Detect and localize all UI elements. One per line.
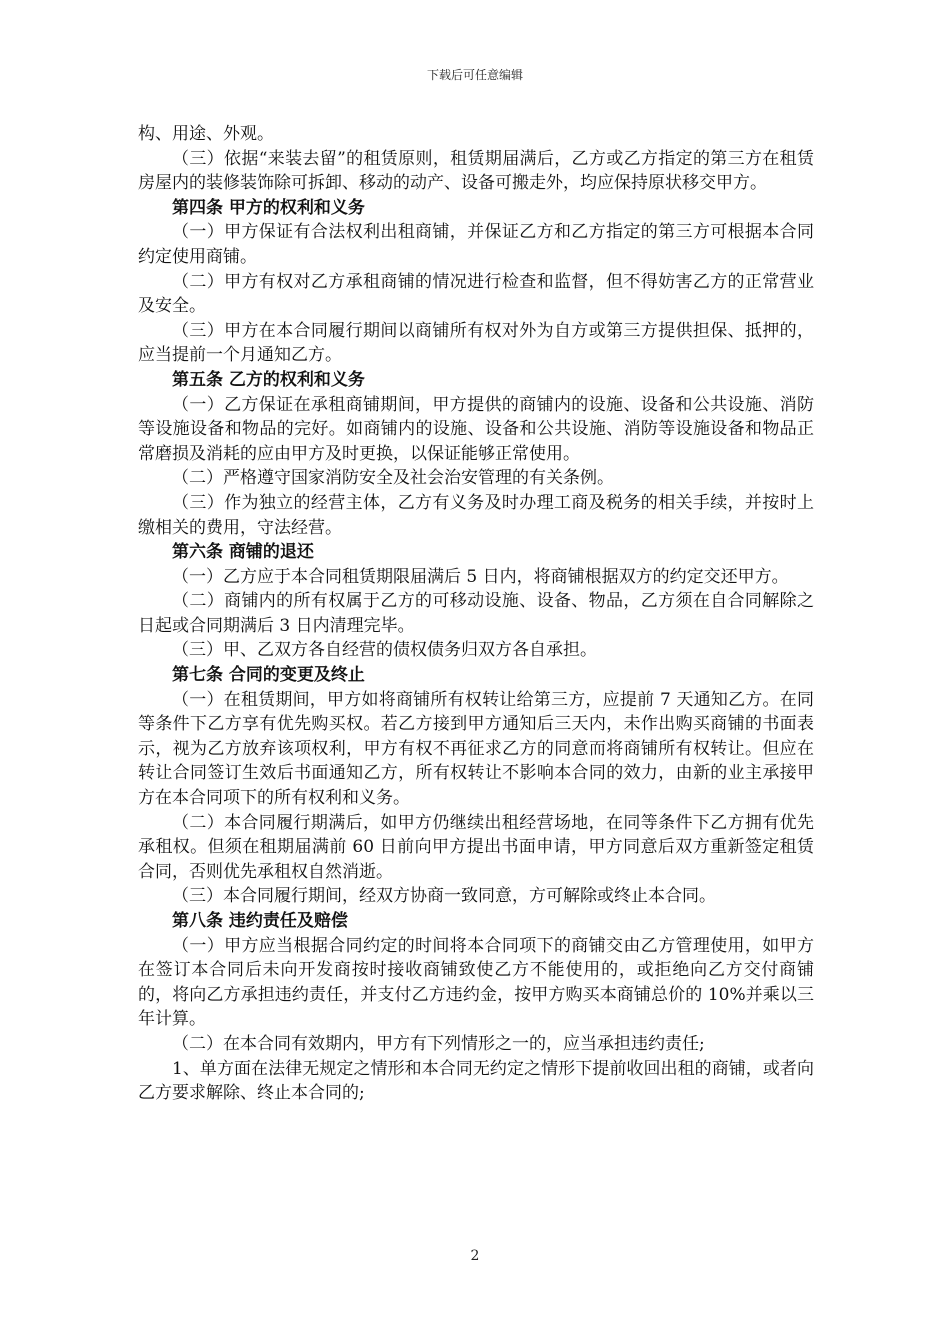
paragraph: （一）乙方应于本合同租赁期限届满后 5 日内，将商铺根据双方的约定交还甲方。 [172,566,789,587]
paragraph: （二）本合同履行期满后，如甲方仍继续出租经营场地，在同等条件下乙方拥有优先承租权。但须在租期届满前 60 日前向甲方提出书面申请，甲方同意后双方重新签定租赁合同，否则优先承租权自然消逝。 [138,812,814,882]
section-heading: 第七条 合同的变更及终止 [172,665,365,686]
paragraph: （二）在本合同有效期内，甲方有下列情形之一的，应当承担违约责任; [172,1033,705,1054]
page-header: 下载后可任意编辑 [426,68,523,82]
paragraph: （三）甲方在本合同履行期间以商铺所有权对外为自方或第三方提供担保、抵押的，应当提前一个月通知乙方。 [138,320,814,366]
section-heading: 第四条 甲方的权利和义务 [172,197,365,218]
paragraph: （三）本合同履行期间，经双方协商一致同意，方可解除或终止本合同。 [172,886,716,907]
paragraph: （一）乙方保证在承租商铺期间，甲方提供的商铺内的设施、设备和公共设施、消防等设施设备和物品的完好。如商铺内的设施、设备和公共设施、消防等设施设备和物品正常磨损及消耗的应由甲方及时更换，以保证能够正常使用。 [138,394,814,464]
paragraph: （三）作为独立的经营主体，乙方有义务及时办理工商及税务的相关手续，并按时上缴相关的费用，守法经营。 [138,492,814,538]
paragraph: 1、单方面在法律无规定之情形和本合同无约定之情形下提前收回出租的商铺，或者向乙方要求解除、终止本合同的; [138,1058,814,1104]
paragraph: （一）甲方应当根据合同约定的时间将本合同项下的商铺交由乙方管理使用，如甲方在签订本合同后未向开发商按时接收商铺致使乙方不能使用的，或拒绝向乙方交付商铺的，将向乙方承担违约责任，并支付乙方违约金，按甲方购买本商铺总价的 10%并乘以三年计算。 [138,935,814,1030]
paragraph: （二）甲方有权对乙方承租商铺的情况进行检查和监督，但不得妨害乙方的正常营业及安全。 [138,271,814,317]
paragraph: （一）甲方保证有合法权利出租商铺，并保证乙方和乙方指定的第三方可根据本合同约定使用商铺。 [138,222,814,267]
paragraph: （三）甲、乙双方各自经营的债权债务归双方各自承担。 [172,640,597,661]
section-heading: 第六条 商铺的退还 [172,542,314,563]
page-number: 2 [470,1248,480,1264]
paragraph: （二）严格遵守国家消防安全及社会治安管理的有关条例。 [172,468,614,489]
paragraph: （二）商铺内的所有权属于乙方的可移动设施、设备、物品，乙方须在自合同解除之日起或合同期满后 3 日内清理完毕。 [138,591,814,636]
document-body [138,122,814,1106]
paragraph: （三）依据“来装去留”的租赁原则，租赁期届满后，乙方或乙方指定的第三方在租赁房屋内的装修装饰除可拆卸、移动的动产、设备可搬走外，均应保持原状移交甲方。 [138,148,814,194]
paragraph: 构、用途、外观。 [138,124,274,144]
section-heading: 第五条 乙方的权利和义务 [172,369,365,390]
paragraph: （一）在租赁期间，甲方如将商铺所有权转让给第三方，应提前 7 天通知乙方。在同等条件下乙方享有优先购买权。若乙方接到甲方通知后三天内，未作出购买商铺的书面表示，视为乙方放弃该项权利，甲方有权不再征求乙方的同意而将商铺所有权转让。但应在转让合同签订生效后书面通知乙方，所有权转让不影响本合同的效力，由新的业主承接甲方在本合同项下的所有权利和义务。 [138,689,814,809]
section-heading: 第八条 违约责任及赔偿 [172,911,348,931]
